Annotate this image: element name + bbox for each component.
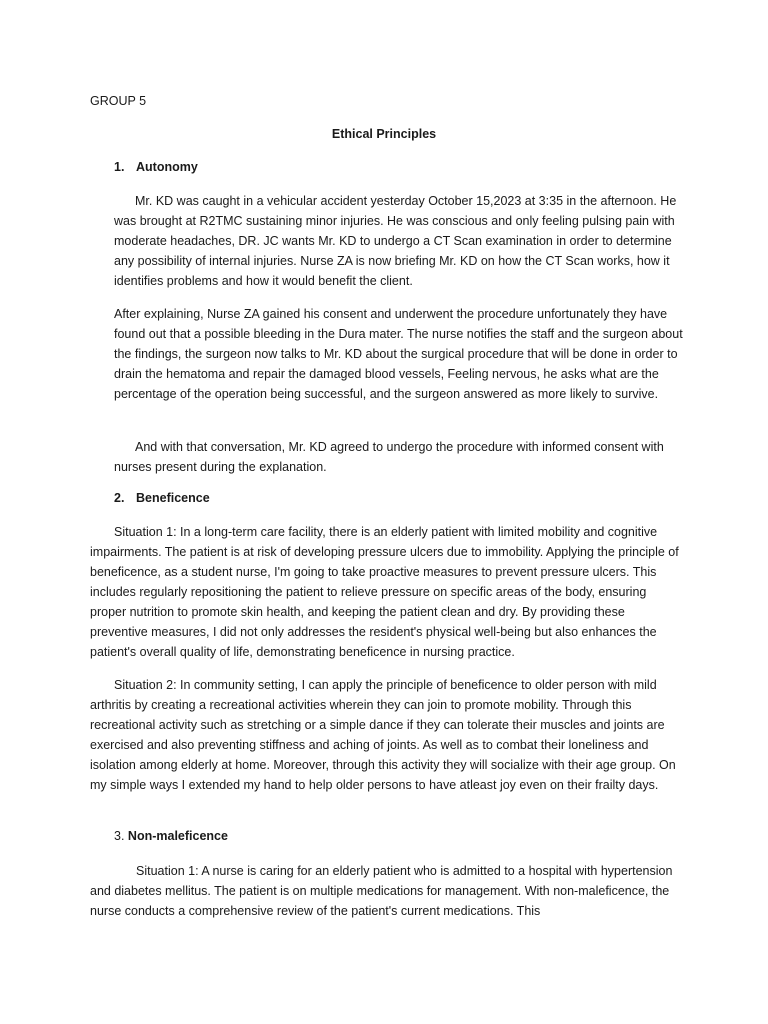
- beneficence-situation-2: Situation 2: In community setting, I can apply the principle of beneficence to older person with mild arthritis by creating a recreational activities wherein they can join to promote mobility. Through this recreational activity such as stretching or a simple dance if they can tolerate their muscles and joints are exercised and also preventing stiffness and aching of joints. As well as to combat their loneliness and isolation among elderly at home. Moreover, through this activity they will socialize with their age group. On my simple ways I extended my hand to help older persons to have atleast joy even on their frailty days.: [90, 678, 676, 792]
- non-maleficence-situation-1: Situation 1: A nurse is caring for an elderly patient who is admitted to a hospital with hypertension and diabetes mellitus. The patient is on multiple medications for management. With non-maleficence, the nurse conducts a comprehensive review of the patient's current medications. This: [90, 864, 673, 918]
- section-heading-autonomy: [114, 160, 198, 174]
- beneficence-situation-1: Situation 1: In a long-term care facility, there is an elderly patient with limited mobility and cognitive impairments. The patient is at risk of developing pressure ulcers due to immobility. Applying the principle of beneficence, as a student nurse, I'm going to take proactive measures to prevent pressure ulcers. This includes regularly repositioning the patient to relieve pressure on specific areas of the body, ensuring proper nutrition to promote skin health, and keeping the patient clean and dry. By providing these preventive measures, I did not only addresses the resident's physical well-being but also enhances the patient's overall quality of life, demonstrating beneficence in nursing practice.: [90, 525, 679, 659]
- document-title: Ethical Principles: [331, 127, 437, 141]
- autonomy-paragraph-2: After explaining, Nurse ZA gained his consent and underwent the procedure unfortunately they have found out that a possible bleeding in the Dura mater. The nurse notifies the staff and the surgeon about the findings, the surgeon now talks to Mr. KD about the surgical procedure that will be done in order to drain the hematoma and repair the damaged blood vessels, Feeling nervous, he asks what are the percentage of the operation being successful, and the surgeon answered as more likely to survive.: [114, 307, 683, 401]
- section-number: 1.: [114, 160, 125, 174]
- section-title: Beneficence: [136, 491, 210, 505]
- section-heading-non-maleficence: [114, 829, 228, 843]
- section-number: 3.: [114, 829, 125, 843]
- section-title: Autonomy: [136, 160, 198, 174]
- group-label: GROUP 5: [90, 94, 147, 108]
- autonomy-paragraph-3: And with that conversation, Mr. KD agreed to undergo the procedure with informed consent with nurses present during the explanation.: [114, 440, 664, 474]
- section-number: 2.: [114, 491, 125, 505]
- section-heading-beneficence: [114, 491, 210, 505]
- autonomy-paragraph-1: Mr. KD was caught in a vehicular accident yesterday October 15,2023 at 3:35 in the afternoon. He was brought at R2TMC sustaining minor injuries. He was conscious and only feeling pulsing pain with moderate headaches, DR. JC wants Mr. KD to undergo a CT Scan examination in order to determine any possibility of internal injuries. Nurse ZA is now briefing Mr. KD on how the CT Scan works, how it identifies problems and how it would benefit the client.: [114, 194, 677, 288]
- section-title: Non-maleficence: [127, 829, 228, 843]
